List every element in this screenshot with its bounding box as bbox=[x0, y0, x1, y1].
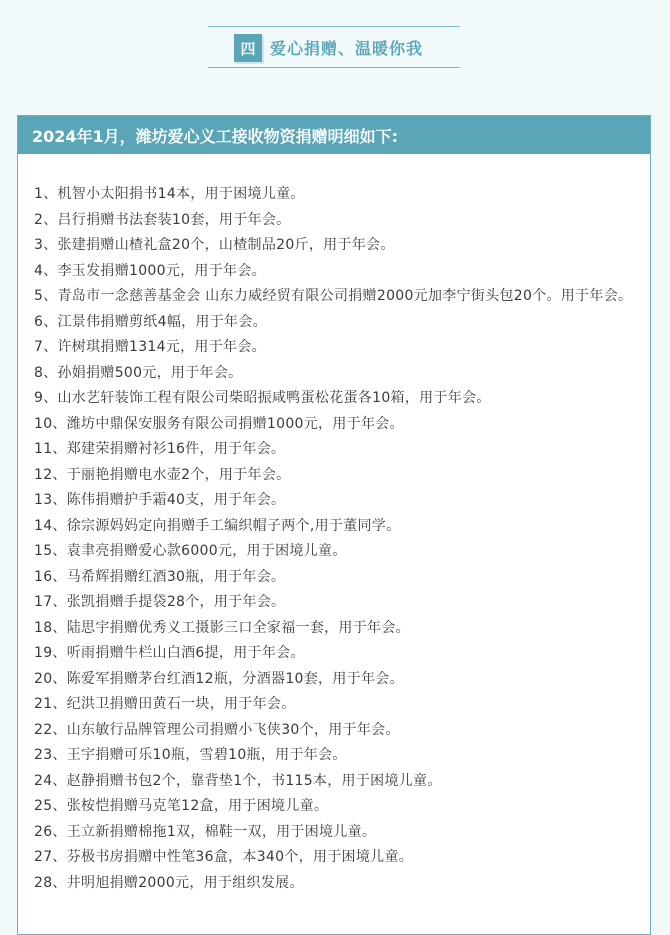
list-item: 4、李玉发捐赠1000元，用于年会。 bbox=[34, 262, 266, 279]
list-item: 6、江景伟捐赠剪纸4幅，用于年会。 bbox=[34, 313, 267, 330]
section-title: 爱心捐赠、温暖你我 bbox=[270, 39, 424, 58]
list-item: 8、孙娟捐赠500元，用于年会。 bbox=[34, 364, 243, 381]
list-item: 5、青岛市一念慈善基金会 山东力威经贸有限公司捐赠2000元加李宁街头包20个。用于年会。 bbox=[34, 288, 633, 304]
list-item: 23、王宇捐赠可乐10瓶，雪碧10瓶，用于年会。 bbox=[34, 747, 347, 763]
list-item: 2、吕行捐赠书法套装10套，用于年会。 bbox=[34, 211, 291, 228]
section-number-badge: 四 bbox=[234, 34, 262, 62]
list-item: 3、张建捐赠山楂礼盒20个，山楂制品20斤，用于年会。 bbox=[34, 237, 395, 253]
list-item: 19、听雨捐赠牛栏山白酒6提，用于年会。 bbox=[34, 645, 305, 661]
list-item: 17、张凯捐赠手提袋28个，用于年会。 bbox=[34, 594, 286, 610]
list-item: 15、袁聿亮捐赠爱心款6000元，用于困境儿童。 bbox=[34, 543, 347, 559]
section-header bbox=[208, 26, 460, 68]
list-item: 10、潍坊中鼎保安服务有限公司捐赠1000元，用于年会。 bbox=[34, 415, 404, 432]
list-item: 21、纪洪卫捐赠田黄石一块，用于年会。 bbox=[34, 696, 296, 712]
donation-card bbox=[17, 115, 651, 935]
list-item: 26、王立新捐赠棉拖1双，棉鞋一双，用于困境儿童。 bbox=[34, 823, 377, 840]
list-item: 1、机智小太阳捐书14本，用于困境儿童。 bbox=[34, 186, 305, 202]
list-item: 12、于丽艳捐赠电水壶2个，用于年会。 bbox=[34, 466, 291, 483]
header-divider-bottom bbox=[208, 67, 460, 68]
list-item: 20、陈爱军捐赠茅台红酒12瓶，分酒器10套，用于年会。 bbox=[34, 670, 404, 687]
list-item: 22、山东敏行品牌管理公司捐赠小飞侠30个，用于年会。 bbox=[34, 721, 400, 738]
card-heading: 2024年1月，潍坊爱心义工接收物资捐赠明细如下: bbox=[18, 116, 650, 154]
list-item: 16、马希辉捐赠红酒30瓶，用于年会。 bbox=[34, 568, 286, 585]
list-item: 14、徐宗源妈妈定向捐赠手工编织帽子两个,用于董同学。 bbox=[34, 517, 401, 534]
list-item: 9、山水艺轩装饰工程有限公司柴昭振咸鸭蛋松花蛋各10箱，用于年会。 bbox=[34, 390, 491, 406]
list-item: 18、陆思宇捐赠优秀义工摄影三口全家福一套，用于年会。 bbox=[34, 619, 410, 636]
header-divider-top bbox=[208, 26, 460, 27]
donation-list bbox=[18, 154, 650, 896]
list-item: 25、张桉恺捐赠马克笔12盒，用于困境儿童。 bbox=[34, 798, 329, 814]
list-item: 11、郑建荣捐赠衬衫16件，用于年会。 bbox=[34, 441, 286, 457]
list-item: 24、赵静捐赠书包2个，靠背垫1个，书115本，用于困境儿童。 bbox=[34, 772, 442, 789]
list-item: 27、芬极书房捐赠中性笔36盒，本340个，用于困境儿童。 bbox=[34, 849, 414, 865]
list-item: 13、陈伟捐赠护手霜40支，用于年会。 bbox=[34, 492, 286, 508]
list-item: 7、许树琪捐赠1314元，用于年会。 bbox=[34, 339, 266, 355]
list-item: 28、井明旭捐赠2000元，用于组织发展。 bbox=[34, 874, 304, 891]
